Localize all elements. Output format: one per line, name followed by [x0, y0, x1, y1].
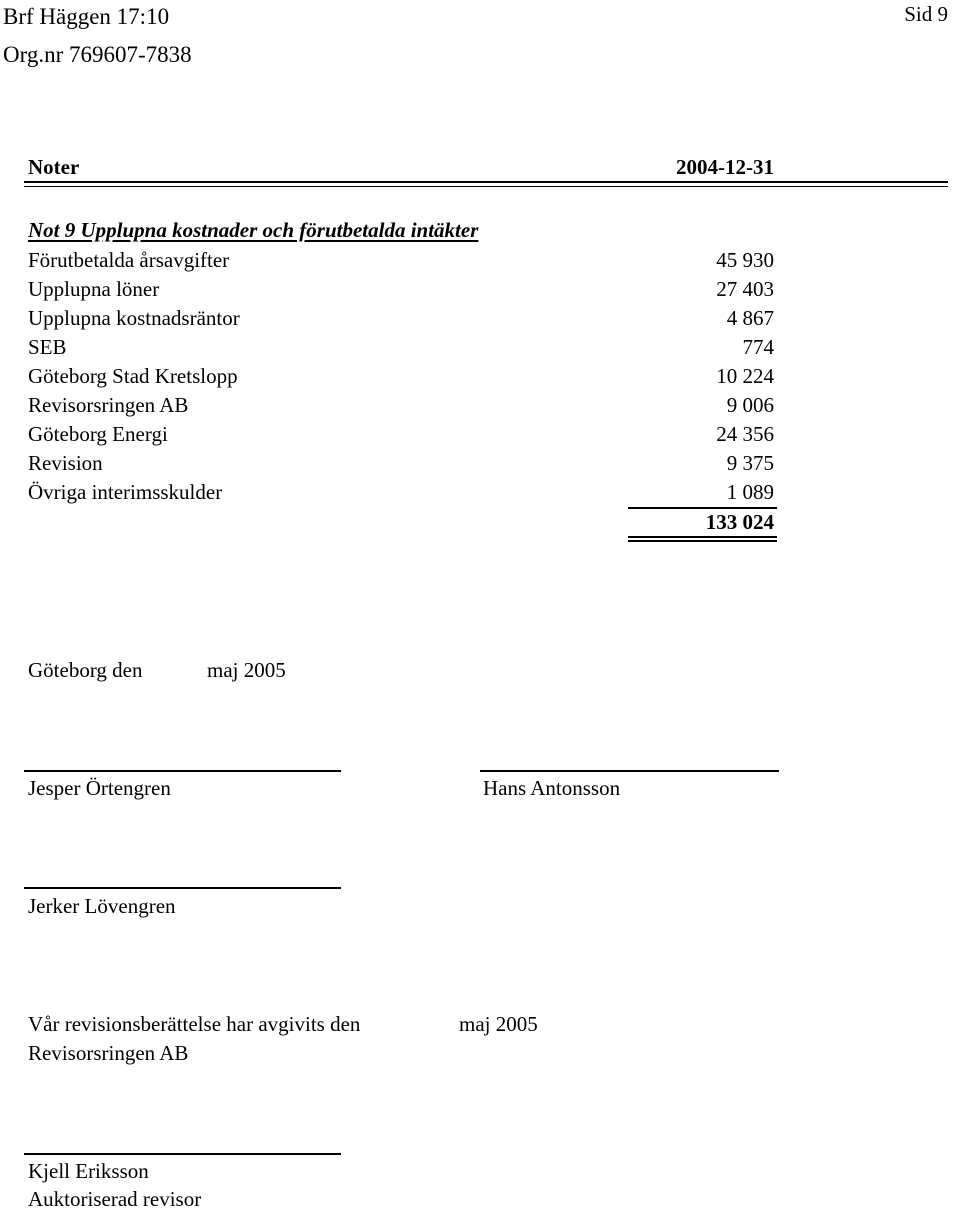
note-row — [28, 391, 774, 420]
company-name: Brf Häggen 17:10 — [3, 4, 170, 29]
row-label: Övriga interimsskulder — [28, 480, 223, 504]
note-heading: Not 9 Upplupna kostnader och förutbetalda intäkter — [28, 218, 479, 242]
row-label: Göteborg Energi — [28, 422, 168, 446]
org-number: Org.nr 769607-7838 — [3, 42, 192, 67]
note-row — [28, 275, 774, 304]
row-label: Upplupna kostnadsräntor — [28, 306, 240, 330]
note-row — [28, 449, 774, 478]
signature-line — [24, 1153, 341, 1155]
total-rule-top — [628, 536, 777, 538]
heading-rule-bottom — [24, 186, 948, 187]
audit-statement: Vår revisionsberättelse har avgivits den — [28, 1012, 361, 1036]
signature-line — [24, 887, 341, 889]
signature-line — [24, 770, 341, 772]
page-number: Sid 9 — [904, 2, 948, 26]
note-row — [28, 304, 774, 333]
signature-line — [480, 770, 779, 772]
row-label: Upplupna löner — [28, 277, 160, 301]
row-value: 10 224 — [716, 364, 774, 388]
note-row — [28, 420, 774, 449]
row-value: 1 089 — [726, 480, 774, 504]
signing-date: maj 2005 — [207, 658, 286, 682]
auditor-title: Auktoriserad revisor — [28, 1187, 202, 1211]
notes-title: Noter — [28, 155, 80, 179]
row-label: Revisorsringen AB — [28, 393, 189, 417]
total-value: 133 024 — [705, 510, 774, 534]
row-value: 24 356 — [716, 422, 774, 446]
signatory-name: Jesper Örtengren — [28, 776, 171, 800]
row-label: Revision — [28, 451, 103, 475]
row-value: 45 930 — [716, 248, 774, 272]
audit-firm: Revisorsringen AB — [28, 1041, 189, 1065]
notes-date: 2004-12-31 — [676, 155, 774, 179]
row-value: 27 403 — [716, 277, 774, 301]
note-row — [28, 246, 774, 275]
note-row — [28, 478, 774, 507]
row-label: SEB — [28, 335, 67, 359]
auditor-name: Kjell Eriksson — [28, 1159, 149, 1183]
signatory-name: Jerker Lövengren — [28, 894, 176, 918]
note-row — [28, 333, 774, 362]
audit-date: maj 2005 — [459, 1012, 538, 1036]
heading-rule-top — [24, 181, 948, 183]
note-row — [28, 362, 774, 391]
row-label: Förutbetalda årsavgifter — [28, 248, 230, 272]
row-value: 9 375 — [726, 451, 774, 475]
signing-place: Göteborg den — [28, 658, 143, 682]
row-value: 4 867 — [726, 306, 774, 330]
row-value: 774 — [742, 335, 774, 359]
signatory-name: Hans Antonsson — [483, 776, 621, 800]
row-label: Göteborg Stad Kretslopp — [28, 364, 238, 388]
total-rule-bottom — [628, 540, 777, 542]
row-value: 9 006 — [726, 393, 774, 417]
